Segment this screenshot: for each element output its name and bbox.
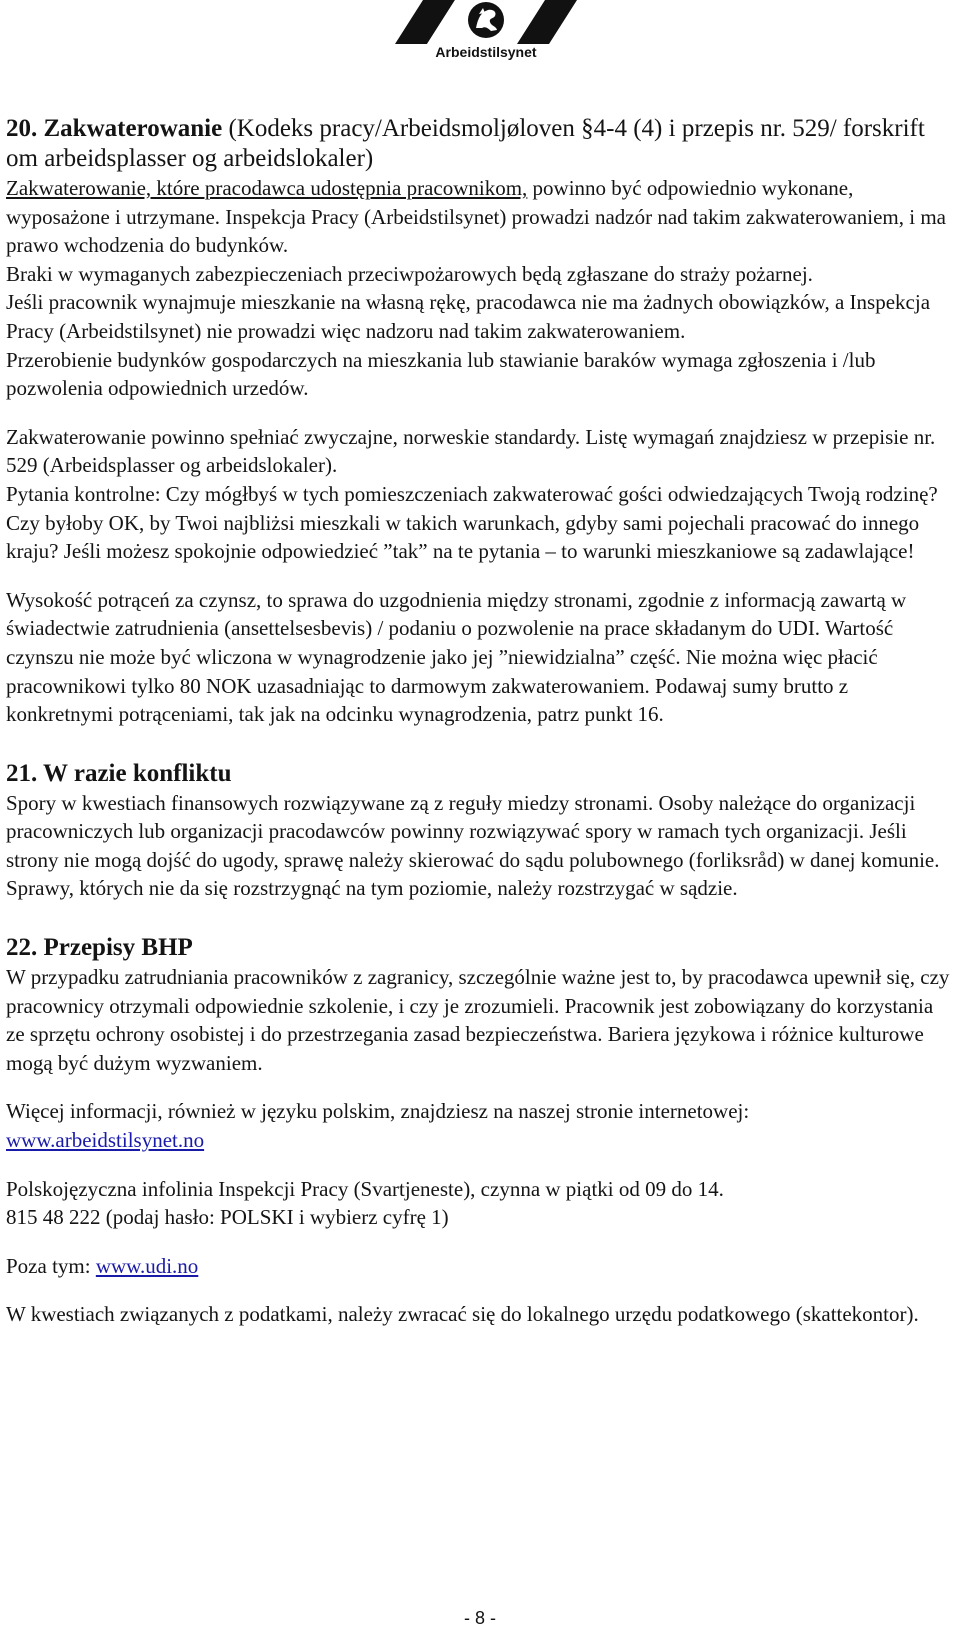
section-22-heading-text: 22. Przepisy BHP bbox=[6, 934, 193, 962]
section-20-paragraph-3: Jeśli pracownik wynajmuje mieszkanie na własną rękę, pracodawca nie ma żadnych obowiązków, a Inspekcja Pracy (Arbeidstilsynet) nie prowadzi więc nadzoru nad takim zakwaterowaniem. bbox=[6, 290, 931, 343]
section-21-paragraph-1: Spory w kwestiach finansowych rozwiązywane zą z reguły miedzy stronami. Osoby należące do organizacji pracowniczych lub organizacji pracodawców powinny rozwiązywać spory w ramach tych organizacji. Jeśli strony nie mogą dojść do ugody, sprawę należy skierować do sądu polubownego (forliksråd) w danej komunie. Sprawy, których nie da się rozstrzygnąć na tym poziomie, należy rozstrzygać w sądzie. bbox=[6, 790, 940, 901]
udi-link[interactable]: www.udi.no bbox=[95, 1253, 199, 1278]
section-20-p1-rest: powinno być odpowiednio wykonane, wyposażone i utrzymane. Inspekcja Pracy (Arbeidstilsynet) prowadzi nadzór nad takim zakwaterowaniem, i ma prawo wchodzenia do budynków. bbox=[6, 176, 946, 258]
hotline-line-2: 815 48 222 (podaj hasło: POLSKI i wybierz cyfrę 1) bbox=[6, 1205, 449, 1230]
section-22-paragraph-1: W przypadku zatrudniania pracowników z zagranicy, szczególnie ważne jest to, by pracodawca upewnił się, czy pracownicy otrzymali odpowiednie szkolenie, i czy je zrozumieli. Pracownik jest zobowiązany do korzystania ze sprzętu ochrony osobistej i do przestrzegania zasad bezpieczeństwa. Bariera językowa i różnice kulturowe mogą być dużym wyzwaniem. bbox=[6, 965, 950, 1075]
section-20-paragraph-6: Pytania kontrolne: Czy mógłbyś w tych pomieszczeniach zakwaterować gości odwiedzających Twoją rodzinę? Czy byłoby OK, by Twoi najbliżsi mieszkali w takich warunkach, gdyby sami pojechali pracować do innego kraju? Jeśli możesz spokojnie odpowiedzieć ”tak” na te pytania – to warunki mieszkaniowe są zadawlające! bbox=[6, 481, 938, 564]
section-20-heading-rest: (Kodeks pracy/Arbeidsmoljøloven §4-4 (4) i przepis nr. 529/ forskrift om arbeidsplasser og arbeidslokaler) bbox=[6, 115, 925, 172]
arbeidstilsynet-link[interactable]: www.arbeidstilsynet.no bbox=[6, 1128, 205, 1153]
page-number: - 8 - bbox=[463, 1608, 496, 1628]
section-20-paragraph-1 bbox=[6, 174, 950, 260]
section-20-paragraph-2: Braki w wymaganych zabezpieczeniach przeciwpożarowych będą zgłaszane do straży pożarnej. bbox=[6, 261, 813, 286]
section-20-paragraph-4: Przerobienie budynków gospodarczych na mieszkania lub stawianie baraków wymaga zgłoszenia i /lub pozwolenia odpowiednich urzedów. bbox=[6, 347, 876, 401]
section-20-paragraph-5: Zakwaterowanie powinno spełniać zwyczajne, norweskie standardy. Listę wymagań znajdziesz w przepisie nr. 529 (Arbeidsplasser og arbeidslokaler). bbox=[6, 424, 936, 478]
besides-line bbox=[6, 1252, 950, 1281]
section-20-heading bbox=[6, 114, 950, 174]
logo-text: Arbeidstilsynet bbox=[435, 44, 537, 60]
section-20-heading-bold: 20. Zakwaterowanie bbox=[6, 115, 223, 142]
tax-paragraph: W kwestiach związanych z podatkami, należy zwracać się do lokalnego urzędu podatkowego (skattekontor). bbox=[6, 1302, 919, 1327]
besides-label: Poza tym: bbox=[6, 1253, 96, 1278]
logo-mark-icon bbox=[395, 0, 577, 44]
section-21-heading bbox=[6, 759, 950, 789]
document-body bbox=[6, 114, 950, 1329]
section-21-heading-text: 21. W razie konfliktu bbox=[6, 759, 232, 787]
section-20-paragraph-7: Wysokość potrąceń za czynsz, to sprawa do uzgodnienia między stronami, zgodnie z informacją zawartą w świadectwie zatrudnienia (ansettelsesbevis) / podaniu o pozwolenie na prace składanym do UDI. Wartość czynszu nie może być wliczona w wynagrodzenie jako jej ”niewidzialna” część. Nie można więc płacić pracownikowi tylko 80 NOK uzasadniając to darmowym zakwaterowaniem. Podawaj sumy brutto z konkretnymi potrąceniami, tak jak na odcinku wynagrodzenia, patrz punkt 16. bbox=[6, 587, 907, 727]
section-22-heading bbox=[6, 933, 950, 963]
info-paragraph: Więcej informacji, również w języku polskim, znajdziesz na naszej stronie internetowej: bbox=[6, 1099, 750, 1124]
section-20-underlined-text: Zakwaterowanie, które pracodawca udostępnia pracownikom, bbox=[6, 176, 528, 200]
hotline-line-1: Polskojęzyczna infolinia Inspekcji Pracy (Svartjeneste), czynna w piątki od 09 do 14. bbox=[6, 1176, 724, 1201]
info-link-line bbox=[6, 1126, 950, 1155]
arbeidstilsynet-logo bbox=[395, 0, 577, 62]
